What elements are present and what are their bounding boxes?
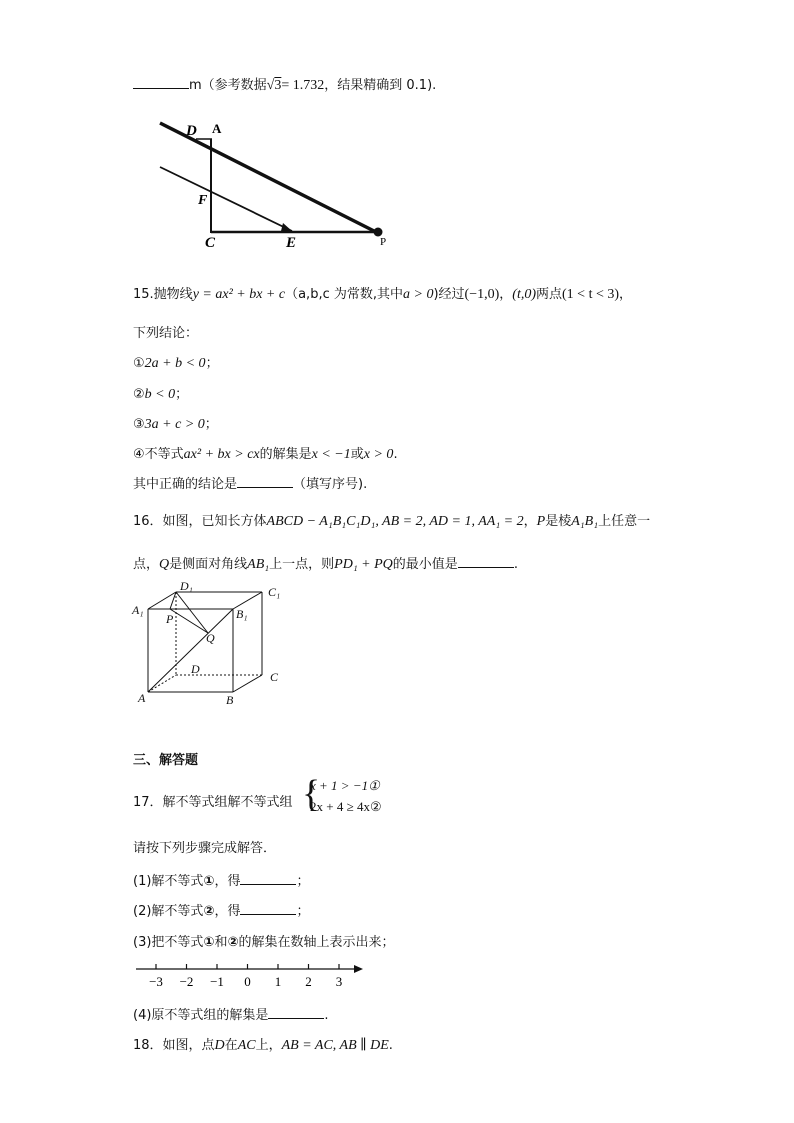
axis-tick-label: −3 <box>149 974 163 989</box>
axis-tick-label: 2 <box>305 974 312 989</box>
axis-tick-label: 3 <box>335 974 343 989</box>
answer-blank <box>237 475 293 488</box>
answer-blank <box>458 555 514 568</box>
sqrt3-symbol: √3 <box>266 78 282 93</box>
section-title: 三、解答题 <box>133 753 199 768</box>
q17-lead: 请按下列步骤完成解答． <box>133 841 277 856</box>
q15-item-4: ④不等式ax² + bx > cx的解集是x < −1或x > 0. <box>133 447 398 462</box>
figure-16-cuboid <box>130 578 300 708</box>
q18-stem: 18．如图，点D在AC上，AB = AC, AB ∥ DE. <box>133 1038 393 1053</box>
answer-blank <box>133 76 189 89</box>
number-line <box>133 958 368 990</box>
q17-step-3: (3)把不等式①和②的解集在数轴上表示出来； <box>133 935 395 950</box>
label-a: A <box>212 121 222 136</box>
line-dp <box>160 123 378 233</box>
figure-14-diagram <box>150 115 400 255</box>
axis-tick-label: −1 <box>210 974 224 989</box>
label-p: P <box>166 612 174 626</box>
label-a: A <box>138 691 146 705</box>
axis-tick-label: 1 <box>274 974 282 989</box>
inequality-1: x + 1 > −1① <box>310 778 380 793</box>
label-c: C <box>205 235 216 251</box>
q15-item-2: ②b < 0； <box>133 387 189 402</box>
edge-bc <box>233 675 262 692</box>
q16-line-1: 16．如图，已知长方体ABCD − A₁B₁C₁D₁, AB = 2, AD = 1, AA₁ = 2，P是棱A₁B₁上任意一 <box>133 514 651 529</box>
brace: { <box>302 773 321 815</box>
q17-step-2: (2)解不等式②，得 ； <box>133 904 310 919</box>
line-fe <box>160 167 292 231</box>
label-b: B <box>226 693 234 707</box>
label-q: Q <box>206 631 215 645</box>
q15-lead: 下列结论： <box>133 326 199 341</box>
q15-stem: 15.抛物线y = ax² + bx + c（a,b,c 为常数,其中a > 0)经过(−1,0)，(t,0)两点(1 < t < 3)， <box>133 287 633 302</box>
q15-item-3: ③3a + c > 0； <box>133 417 218 432</box>
edge-a1d1 <box>148 592 176 609</box>
answer-blank <box>240 872 296 885</box>
q17-step-4: (4)原不等式组的解集是 . <box>133 1008 329 1023</box>
q14-answer-line: m（参考数据√3= 1.732，结果精确到 0.1). <box>133 74 436 94</box>
answer-blank <box>240 902 296 915</box>
q15-answer: 其中正确的结论是 （填写序号). <box>133 477 368 492</box>
label-d1: D₁ <box>180 579 193 593</box>
label-e: E <box>286 235 297 251</box>
edge-ad-hidden <box>148 675 176 692</box>
label-c1: C₁ <box>268 585 281 599</box>
label-f: F <box>198 193 208 208</box>
label-d: D <box>186 123 197 139</box>
answer-blank <box>268 1006 324 1019</box>
arrow-e <box>281 223 292 231</box>
label-d: D <box>191 662 200 676</box>
inequality-2: 2x + 4 ≥ 4x② <box>310 799 382 814</box>
label-c: C <box>270 670 279 684</box>
axis-tick-label: −2 <box>179 974 194 989</box>
q15-item-1: ①2a + b < 0； <box>133 356 219 371</box>
axis-arrow <box>354 965 363 973</box>
q17-inequality-system <box>302 773 422 820</box>
axis-tick-label: 0 <box>244 974 251 989</box>
q17-stem: 17．解不等式组解不等式组 <box>133 795 293 810</box>
segment-d1q <box>176 592 208 633</box>
q17-step-1: (1)解不等式①，得 ； <box>133 874 310 889</box>
label-b1: B₁ <box>236 607 248 621</box>
label-a1: A₁ <box>132 603 144 617</box>
q16-line-2: 点，Q是侧面对角线AB₁上一点，则PD₁ + PQ的最小值是 . <box>133 557 518 572</box>
label-p: P <box>380 236 387 248</box>
